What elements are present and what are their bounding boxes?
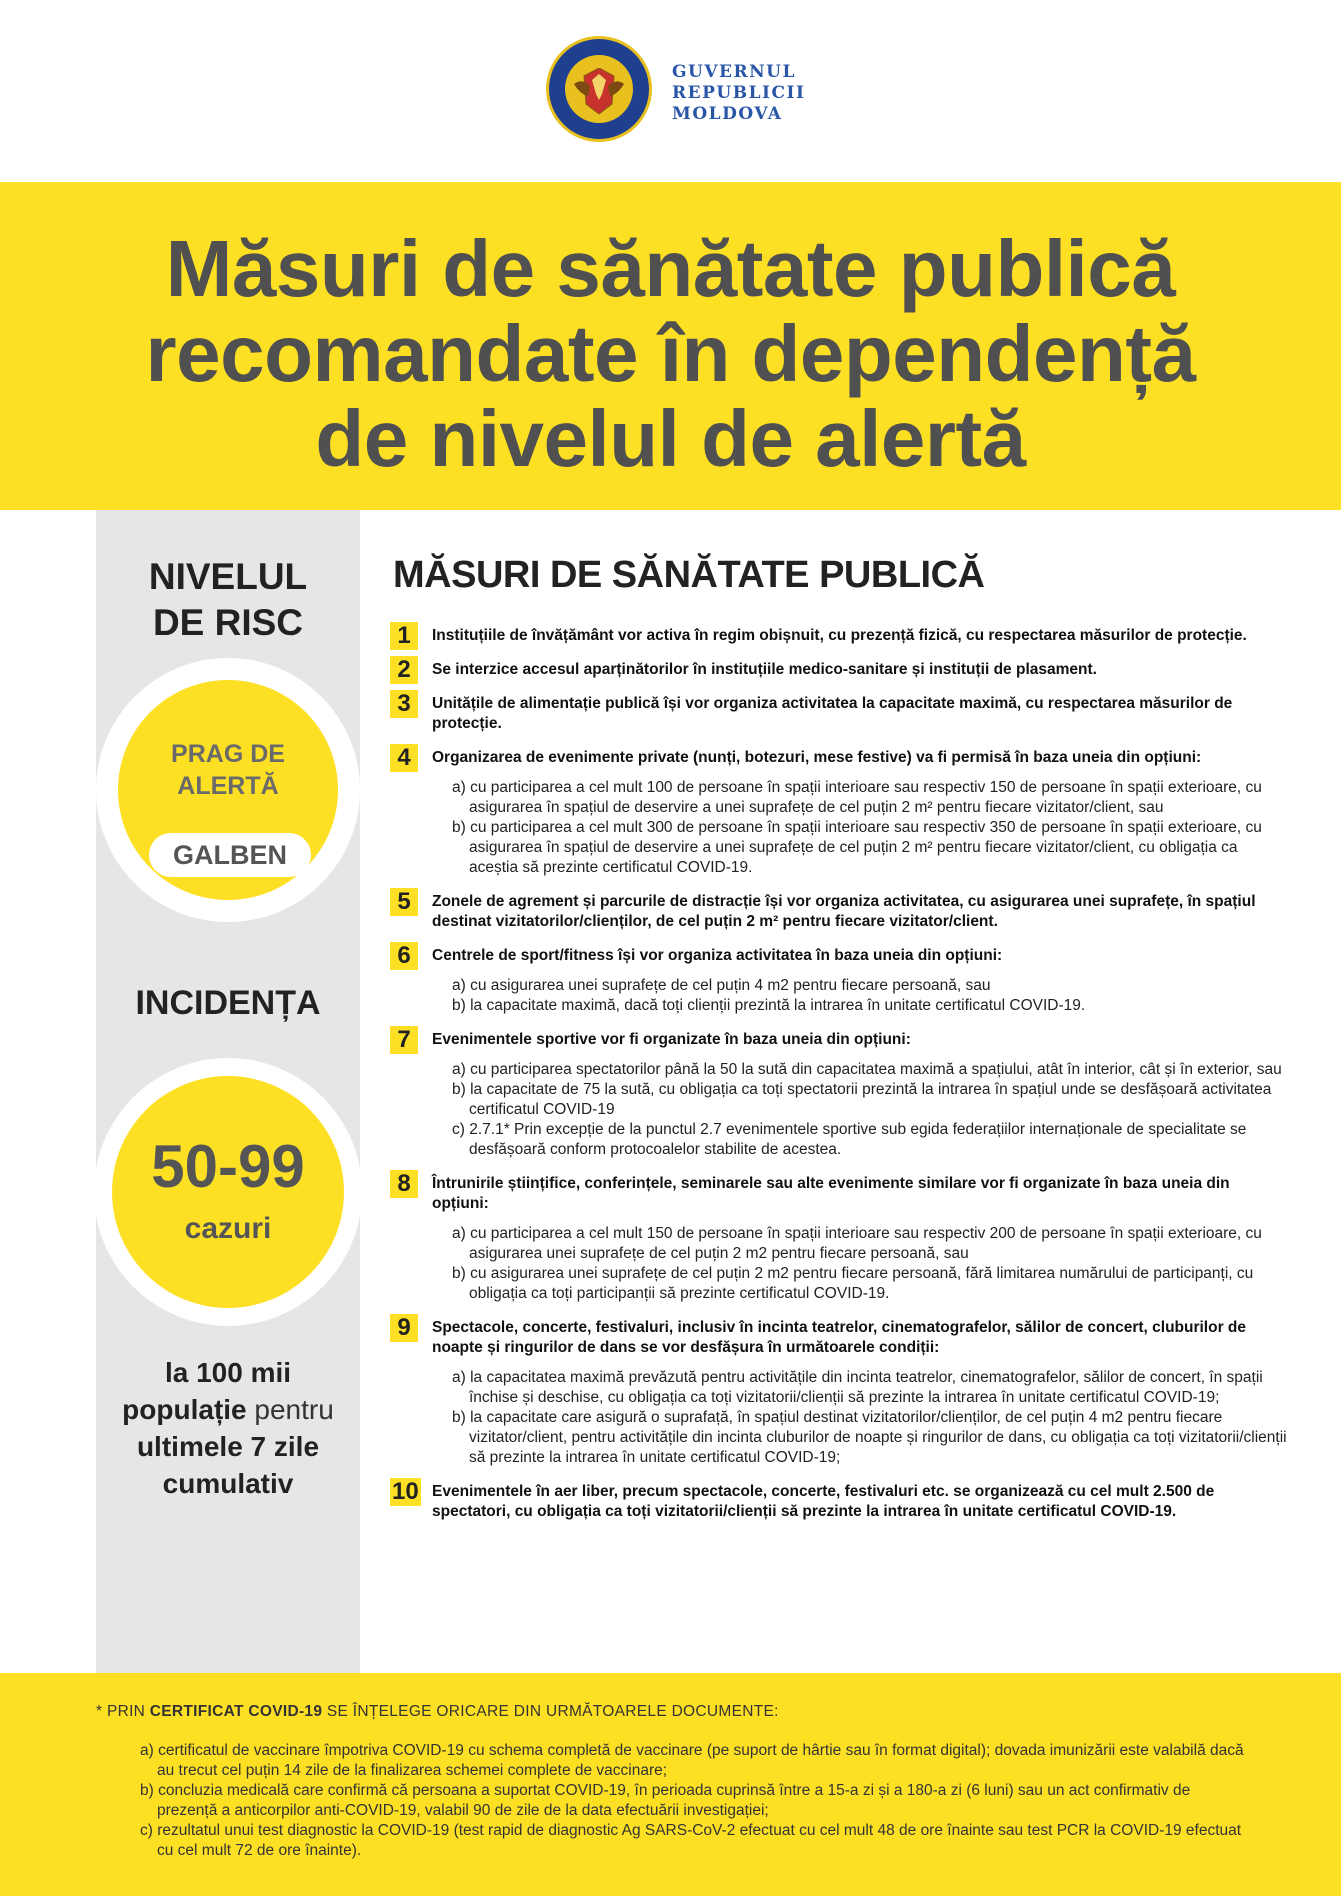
measures-list bbox=[390, 622, 1290, 1532]
section-title: MĂSURI DE SĂNĂTATE PUBLICĂ bbox=[393, 554, 985, 596]
page-title bbox=[0, 226, 1341, 481]
title-band bbox=[0, 182, 1341, 510]
alert-threshold-label bbox=[118, 738, 338, 802]
measure-text: Organizarea de evenimente private (nunți, botezuri, mese festive) va fi permisă în baza uneia din opțiuni: bbox=[432, 749, 1202, 766]
measure-item bbox=[390, 690, 1290, 734]
alert-circle bbox=[118, 680, 338, 900]
nivel-line-2: DE RISC bbox=[152, 602, 304, 643]
measure-text: Evenimentele în aer liber, precum spectacole, concerte, festivaluri etc. se organizează cu cel mult 2.500 de spectatori, cu obligația ca toți vizitatorii/clienții să prezinte la intrarea în unitate certificatul COVID-19. bbox=[432, 1483, 1215, 1520]
gov-line-1: GUVERNUL bbox=[672, 62, 796, 82]
measure-item bbox=[390, 744, 1290, 878]
measure-item bbox=[390, 942, 1290, 1016]
measure-options bbox=[432, 1060, 1290, 1160]
measure-number: 5 bbox=[390, 888, 418, 916]
measure-option: b) la capacitate care asigură o suprafață, în spațiul destinat vizitatorilor/clienților, de cel puțin 4 m2 pentru fiecare vizitator/client, pentru activitățile din incinta cluburilor de noapte și ringurilor de dans, cu obligația ca toți vizitatorii/clienții să prezinte la intrarea în unitate certificatul COVID-19; bbox=[452, 1409, 1287, 1466]
measure-number: 2 bbox=[390, 656, 418, 684]
measure-option: b) la capacitate de 75 la sută, cu obligația ca toți spectatorii prezintă la intrarea în spațiul unde se desfășoară activitatea certificatul COVID-19 bbox=[452, 1081, 1272, 1118]
nivel-line-1: NIVELUL bbox=[148, 556, 308, 597]
gov-line-3: MOLDOVA bbox=[672, 104, 783, 124]
measure-text: Zonele de agrement și parcurile de distracție își vor organiza activitatea, cu asigurarea unei suprafețe, în spațiul destinat vizitatorilor/clienților, de cel puțin 2 m² pentru fiecare vizitator/client. bbox=[432, 893, 1256, 930]
measure-item bbox=[390, 656, 1290, 683]
measure-option: b) la capacitate maximă, dacă toți clienții prezintă la intrarea în unitate certificatul COVID-19. bbox=[452, 997, 1086, 1014]
header bbox=[0, 0, 1341, 182]
footer-heading bbox=[96, 1703, 779, 1721]
footer-items bbox=[140, 1741, 1250, 1861]
title-line-3: de nivelul de alertă bbox=[315, 394, 1026, 483]
prag-line-1: PRAG DE bbox=[171, 740, 285, 768]
measure-number: 7 bbox=[390, 1026, 418, 1054]
footer-note bbox=[0, 1673, 1341, 1896]
measure-text: Evenimentele sportive vor fi organizate în baza uneia din opțiuni: bbox=[432, 1031, 911, 1048]
footer-suffix: SE ÎNȚELEGE ORICARE DIN URMĂTOARELE DOCUMENTE: bbox=[326, 1703, 779, 1720]
pop-normal: pentru bbox=[254, 1394, 334, 1425]
alert-badge bbox=[96, 658, 360, 922]
measure-item bbox=[390, 1026, 1290, 1160]
alert-level-pill: GALBEN bbox=[149, 833, 311, 877]
cases-circle bbox=[112, 1076, 344, 1308]
measure-item bbox=[390, 1314, 1290, 1468]
measure-option: a) cu participarea a cel mult 150 de persoane în spații interioare sau respectiv 200 de persoane în spații exterioare, cu asigurarea unei suprafețe de cel puțin 2 m2 pentru fiecare persoană, sau bbox=[452, 1225, 1262, 1262]
measure-item bbox=[390, 1478, 1290, 1522]
footer-item: c) rezultatul unui test diagnostic la COVID-19 (test rapid de diagnostic Ag SARS-CoV-2 efectuat cu cel mult 48 de ore înainte sau test PCR la COVID-19 efectuat cu cel mult 72 de ore înainte). bbox=[140, 1822, 1242, 1859]
pop-line-1: la 100 mii bbox=[164, 1357, 292, 1388]
government-name bbox=[672, 62, 805, 125]
measure-text: Unitățile de alimentație publică își vor organiza activitatea la capacitate maximă, cu respectarea măsurilor de protecție. bbox=[432, 695, 1233, 732]
measure-number: 4 bbox=[390, 744, 418, 772]
gov-line-2: REPUBLICII bbox=[672, 83, 806, 103]
footer-prefix: * PRIN bbox=[96, 1703, 146, 1720]
measure-option: a) cu participarea a cel mult 100 de persoane în spații interioare sau respectiv 150 de persoane în spații exterioare, cu asigurarea în spațiul de deservire a unei suprafețe de cel puțin 2 m² pentru fiecare vizitator/client, sau bbox=[452, 779, 1262, 816]
measure-option: b) cu participarea a cel mult 300 de persoane în spații interioare sau respectiv 350 de persoane în spații exterioare, cu asigurarea în spațiul de deservire a unei suprafețe de cel puțin 2 m² pentru fiecare vizitator/client, cu obligația ca aceștia să prezinte certificatul COVID-19. bbox=[452, 819, 1262, 876]
measure-option: c) 2.7.1* Prin excepție de la punctul 2.7 evenimentele sportive sub egida federațiilor internaționale de specialitate se desfășoară conform protocoalelor stabilite de acestea. bbox=[452, 1121, 1247, 1158]
measure-number: 8 bbox=[390, 1170, 418, 1198]
measure-options bbox=[432, 1224, 1290, 1304]
cases-range: 50-99 bbox=[151, 1133, 305, 1200]
measure-option: a) cu participarea spectatorilor până la 50 la sută din capacitatea maximă a spațiului, atât în interior, cât și în exterior, sau bbox=[452, 1061, 1282, 1078]
footer-bold: CERTIFICAT COVID-19 bbox=[149, 1703, 323, 1720]
title-line-2: recomandate în dependență bbox=[145, 309, 1196, 398]
measure-number: 9 bbox=[390, 1314, 418, 1342]
measure-text: Se interzice accesul aparținătorilor în instituțiile medico-sanitare și instituții de plasament. bbox=[432, 661, 1097, 678]
measure-number: 1 bbox=[390, 622, 418, 650]
pop-line-3: ultimele 7 zile bbox=[136, 1431, 320, 1462]
measure-options bbox=[432, 778, 1290, 878]
incidence-heading: INCIDENȚA bbox=[135, 984, 321, 1022]
measure-text: Instituțiile de învățământ vor activa în regim obișnuit, cu prezență fizică, cu respectarea măsurilor de protecție. bbox=[432, 627, 1247, 644]
population-note bbox=[96, 1354, 360, 1502]
measure-option: a) cu asigurarea unei suprafețe de cel puțin 4 m2 pentru fiecare persoană, sau bbox=[452, 977, 991, 994]
measure-option: b) cu asigurarea unei suprafețe de cel puțin 2 m2 pentru fiecare persoană, fără limitarea numărului de participanți, cu obligația ca toți participanții să prezinte certificatul COVID-19. bbox=[452, 1265, 1254, 1302]
risk-level-heading bbox=[96, 554, 360, 646]
measure-text: Spectacole, concerte, festivaluri, inclusiv în incinta teatrelor, cinematografelor, sălilor de concert, cluburilor de noapte și ringurilor de dans se vor desfășura în următoarele condiții: bbox=[432, 1319, 1247, 1356]
measure-text: Centrele de sport/fitness își vor organiza activitatea în baza uneia din opțiuni: bbox=[432, 947, 1003, 964]
measure-text: Întrunirile științifice, conferințele, seminarele sau alte evenimente similare vor fi organizate în baza uneia din opțiuni: bbox=[432, 1175, 1230, 1212]
measure-options bbox=[432, 976, 1290, 1016]
measure-item bbox=[390, 888, 1290, 932]
risk-level-column bbox=[96, 510, 360, 1673]
measure-options bbox=[432, 1368, 1290, 1468]
measures-column bbox=[360, 510, 1341, 1673]
measure-number: 3 bbox=[390, 690, 418, 718]
footer-item: b) concluzia medicală care confirmă că persoana a suportat COVID-19, în perioada cuprinsă între a 15-a zi și a 180-a zi (6 luni) sau un act confirmativ de prezență a anticorpilor anti-COVID-19, valabil 90 de zile de la data efectuării investigației; bbox=[140, 1782, 1191, 1819]
measure-number: 10 bbox=[392, 1478, 419, 1505]
government-logo bbox=[544, 34, 804, 154]
prag-line-2: ALERTĂ bbox=[177, 772, 279, 800]
pop-line-4: cumulativ bbox=[162, 1468, 294, 1499]
cases-unit: cazuri bbox=[184, 1212, 272, 1245]
footer-item: a) certificatul de vaccinare împotriva COVID-19 cu schema completă de vaccinare (pe suport de hârtie sau în format digital); dovada imunizării este valabilă dacă au trecut cel puțin 14 zile de la finalizarea schemei complete de vaccinare; bbox=[140, 1742, 1244, 1779]
cases-badge bbox=[94, 1058, 362, 1326]
measure-number: 6 bbox=[390, 942, 418, 970]
measure-item bbox=[390, 622, 1290, 649]
measure-item bbox=[390, 1170, 1290, 1304]
moldova-coat-of-arms-icon bbox=[544, 34, 654, 144]
measure-option: a) la capacitatea maximă prevăzută pentru activitățile din incinta teatrelor, cinematografelor, sălilor de concert, în spații închise și deschise, cu obligația ca toți vizitatorii/clienții să prezinte la intrarea în unitate certificatul COVID-19; bbox=[452, 1369, 1263, 1406]
title-line-1: Măsuri de sănătate publică bbox=[165, 224, 1176, 313]
pop-bold: populație bbox=[122, 1394, 247, 1425]
